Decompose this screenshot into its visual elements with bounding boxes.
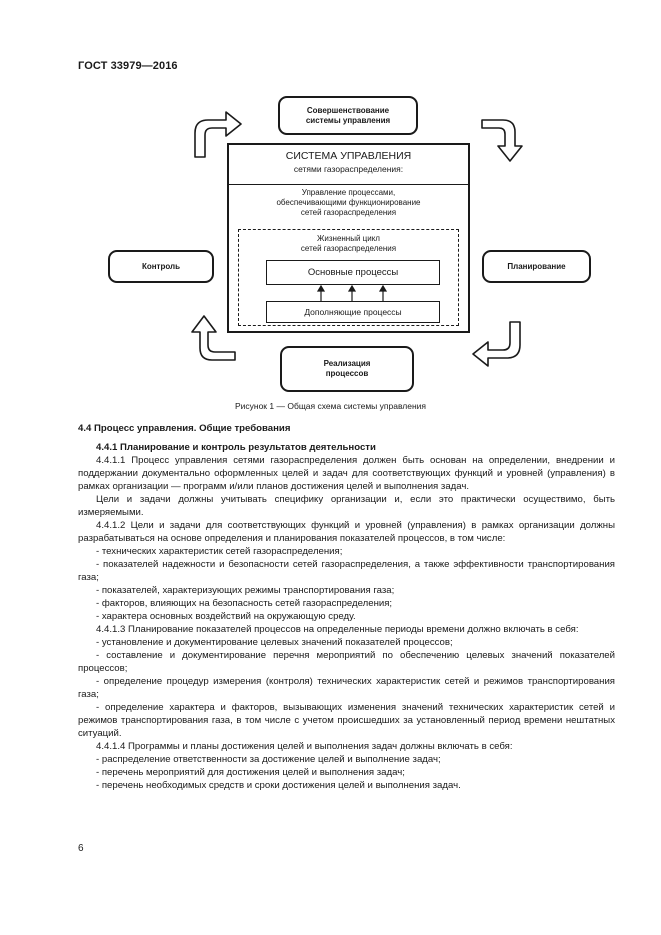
paragraph: Цели и задачи должны учитывать специфику организации и, если это практически осуществимо, быть измеряемыми. (78, 494, 615, 518)
list-item: - показателей, характеризующих режимы транспортирования газа; (96, 585, 395, 596)
planning-label: Планирование (507, 261, 566, 271)
implementation-box (280, 346, 414, 392)
planning-box (482, 250, 591, 283)
page-number: 6 (78, 843, 84, 854)
section-heading: 4.4 Процесс управления. Общие требования (78, 423, 291, 434)
list-item: - составление и документирование перечня мероприятий по обеспечению целевых значений показателей процессов; (78, 650, 615, 674)
list-item: - распределение ответственности за достижение целей и выполнение задач; (96, 754, 441, 765)
list-item: - показателей надежности и безопасности сетей газораспределения, а также эффективности транспортирования газа; (78, 559, 615, 583)
document-header: ГОСТ 33979—2016 (78, 60, 178, 72)
section-text (78, 422, 615, 792)
list-item: - характера основных воздействий на окружающую среду. (96, 611, 356, 622)
support-processes-box (266, 301, 440, 323)
implementation-line-1: Реализация (323, 359, 371, 368)
management-system-title (229, 145, 468, 185)
figure-caption: Рисунок 1 — Общая схема системы управления (234, 401, 427, 411)
main-processes-label: Основные процессы (307, 267, 399, 278)
management-system-diagram (0, 0, 661, 420)
process-management-text (229, 188, 468, 218)
management-system-box (227, 143, 470, 333)
list-item: - технических характеристик сетей газораспределения; (96, 546, 343, 557)
list-item: - перечень необходимых средств и сроки достижения целей и выполнения задач. (96, 780, 461, 791)
paragraph: 4.4.1.2 Цели и задачи для соответствующих функций и уровней (управления) в рамках организации должны разрабатываться на основе определения и планирования показателей процессов, в том числе: (78, 520, 615, 544)
list-item: - определение характера и факторов, вызывающих изменения значений технических характеристик сетей и режимов транспортирования газа, в том числе с учетом происшедших за установленный период времени нештатных ситуаций. (78, 702, 615, 739)
lifecycle-line-1: Жизненный цикл (317, 234, 380, 243)
process-mgmt-line-2: обеспечивающими функционирование (276, 198, 421, 207)
improvement-line-2: системы управления (305, 115, 391, 125)
arrow-planning-to-implementation (473, 322, 520, 366)
lifecycle-title (239, 234, 458, 254)
improvement-box (278, 96, 418, 135)
paragraph: 4.4.1.3 Планирование показателей процессов на определенные периоды времени должно включать в себя: (96, 624, 579, 635)
lifecycle-box (238, 229, 459, 326)
paragraph: 4.4.1.1 Процесс управления сетями газораспределения должен быть основан на определении, внедрении и поддержании документально оформленных целей и задач для соответствующих функций и уровней (управления) в рамках организации — программ и/или планов достижения целей и выполнения задач. (78, 455, 615, 492)
control-label: Контроль (141, 261, 181, 271)
list-item: - перечень мероприятий для достижения целей и выполнения задач; (96, 767, 405, 778)
process-mgmt-line-3: сетей газораспределения (300, 208, 397, 217)
process-mgmt-line-1: Управление процессами, (301, 188, 396, 197)
lifecycle-line-2: сетей газораспределения (300, 244, 397, 253)
system-title: СИСТЕМА УПРАВЛЕНИЯ (285, 150, 412, 162)
list-item: - установление и документирование целевых значений показателей процессов; (96, 637, 453, 648)
list-item: - факторов, влияющих на безопасность сетей газораспределения; (96, 598, 393, 609)
system-subtitle: сетями газораспределения: (293, 164, 404, 174)
subsection-heading: 4.4.1 Планирование и контроль результатов деятельности (96, 442, 376, 453)
support-processes-label: Дополняющие процессы (304, 307, 402, 317)
improvement-line-1: Совершенствование (306, 105, 390, 115)
paragraph: 4.4.1.4 Программы и планы достижения целей и выполнения задач должны включать в себя: (96, 741, 513, 752)
list-item: - определение процедур измерения (контроля) технических характеристик сетей и режимов транспортирования газа; (78, 676, 615, 700)
main-processes-box (266, 260, 440, 285)
arrow-improvement-to-planning (482, 120, 522, 161)
implementation-line-2: процессов (325, 369, 369, 378)
control-box (108, 250, 214, 283)
